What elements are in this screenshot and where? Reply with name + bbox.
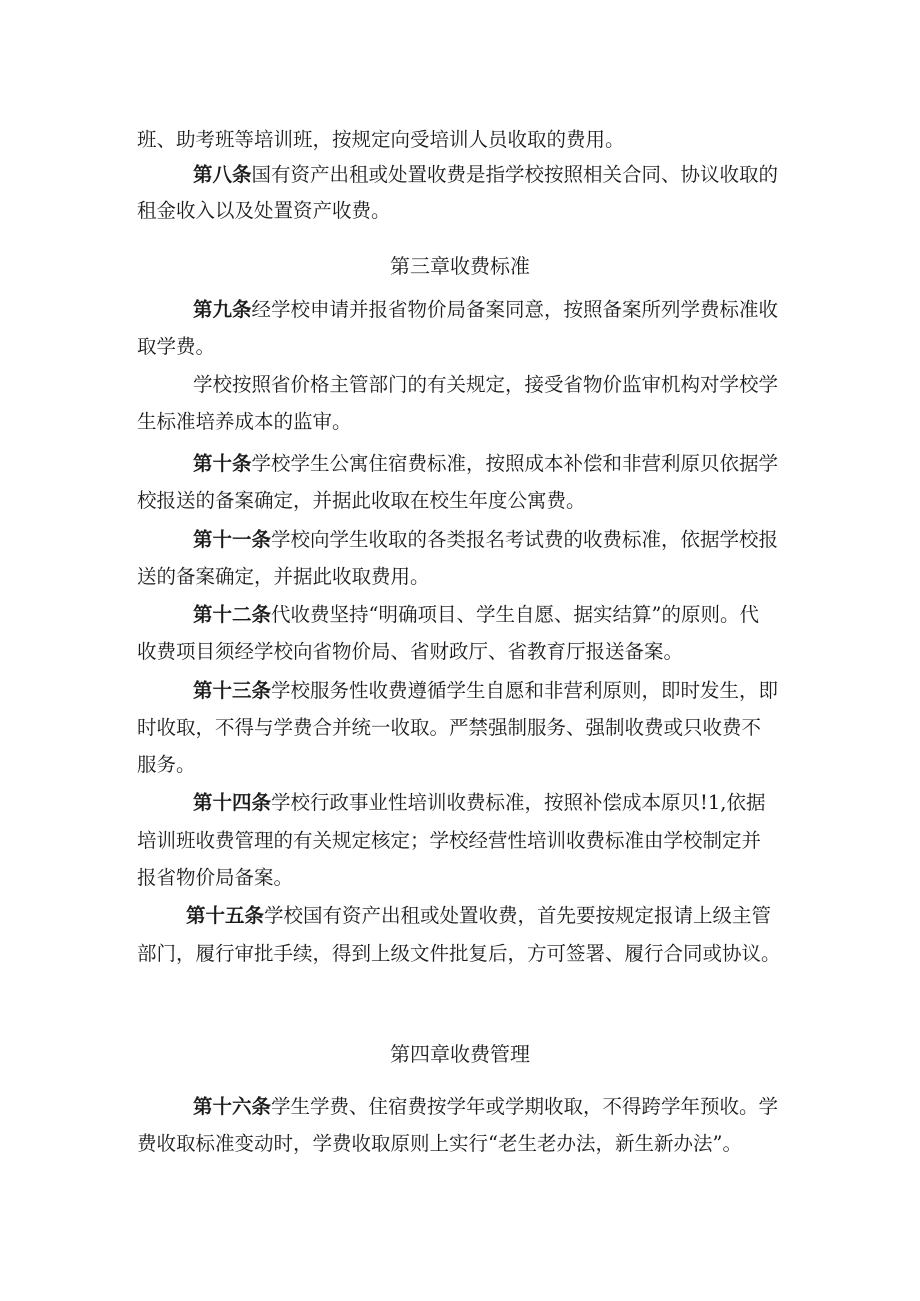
article-14-line-2 <box>137 828 761 854</box>
article-12-text: 代收费坚持“明确项目、学生自愿、据实结算”的原则。代 <box>271 603 759 626</box>
article-13-line-1 <box>193 678 778 704</box>
article-10-text: 学校学生公寓住宿费标准，按照成本补偿和非营利原贝依据学 <box>251 452 779 475</box>
school-paragraph-text: 学校按照省价格主管部门的有关规定，接受省物价监审机构对学校学 <box>193 373 779 396</box>
paragraph-line <box>137 127 625 153</box>
article-16-line-1 <box>193 1094 778 1120</box>
article-14-text-cont: 培训班收费管理的有关规定核定；学校经营性培训收费标准由学校制定并 <box>137 829 762 852</box>
chapter-4-heading: 第四章收费管理 <box>390 1042 530 1066</box>
article-15-text-cont: 部门，履行审批手续，得到上级文件批复后，方可签署、履行合同或协议。 <box>137 942 781 965</box>
article-11-text-cont: 送的备案确定，并据此收取费用。 <box>137 565 430 588</box>
article-9-text-cont: 取学费。 <box>137 335 216 358</box>
article-11-line-1 <box>193 527 778 553</box>
school-paragraph-text-cont: 生标准培养成本的监审。 <box>137 410 352 433</box>
article-16-line-2 <box>137 1131 742 1157</box>
text: 班、助考班等培训班，按规定向受培训人员收取的费用。 <box>137 128 625 151</box>
article-13-line-3 <box>137 752 196 778</box>
article-13-label: 第十三条 <box>193 679 272 702</box>
article-10-label: 第十条 <box>193 452 252 475</box>
article-16-label: 第十六条 <box>193 1095 272 1118</box>
article-13-text: 学校服务性收费遵循学生自愿和非营利原则，即时发生，即 <box>271 679 779 702</box>
article-14-text-end: 报省物价局备案。 <box>137 866 294 889</box>
article-13-text-cont: 时收取，不得与学费合并统一收取。严禁强制服务、强制收费或只收费不 <box>137 716 762 739</box>
article-9-line-2 <box>137 334 215 360</box>
article-14-text: 学校行政事业性培训收费标准，按照补偿成本原贝!1,依据 <box>271 791 766 814</box>
article-12-label: 第十二条 <box>193 603 272 626</box>
article-14-label: 第十四条 <box>193 791 272 814</box>
school-paragraph-line-1 <box>193 372 778 398</box>
article-14-line-1 <box>193 790 765 816</box>
article-8-line-1 <box>193 162 778 188</box>
article-14-line-3 <box>137 865 293 891</box>
article-13-text-end: 服务。 <box>137 753 196 776</box>
article-16-text-cont: 费收取标准变动时，学费收取原则上实行“老生老办法，新生新办法”。 <box>137 1132 742 1155</box>
article-15-label: 第十五条 <box>186 904 265 927</box>
article-11-text: 学校向学生收取的各类报名考试费的收费标准，依据学校报 <box>271 528 779 551</box>
article-9-label: 第九条 <box>193 298 252 321</box>
article-9-text: 经学校申请并报省物价局备案同意，按照备案所列学费标准收 <box>251 298 779 321</box>
article-13-line-2 <box>137 715 761 741</box>
article-12-text-cont: 收费项目须经学校向省物价局、省财政厅、省教育厅报送备案。 <box>137 640 684 663</box>
article-15-line-1 <box>186 903 771 929</box>
article-11-label: 第十一条 <box>193 528 272 551</box>
article-16-text: 学生学费、住宿费按学年或学期收取，不得跨学年预收。学 <box>271 1095 779 1118</box>
article-8-label: 第八条 <box>193 163 252 186</box>
chapter-3-heading: 第三章收费标准 <box>390 254 530 278</box>
article-8-text: 国有资产出租或处置收费是指学校按照相关合同、协议收取的 <box>251 163 779 186</box>
article-9-line-1 <box>193 297 778 323</box>
article-12-line-1 <box>193 602 759 628</box>
article-10-line-2 <box>137 488 586 514</box>
article-11-line-2 <box>137 564 430 590</box>
article-10-text-cont: 校报送的备案确定，并据此收取在校生年度公寓费。 <box>137 489 586 512</box>
school-paragraph-line-2 <box>137 409 352 435</box>
article-15-line-2 <box>137 941 781 967</box>
article-10-line-1 <box>193 451 778 477</box>
article-15-text: 学校国有资产出租或处置收费，首先要按规定报请上级主管 <box>264 904 772 927</box>
article-12-line-2 <box>137 639 683 665</box>
article-8-line-2 <box>137 198 391 224</box>
article-8-text-cont: 租金收入以及处置资产收费。 <box>137 199 391 222</box>
